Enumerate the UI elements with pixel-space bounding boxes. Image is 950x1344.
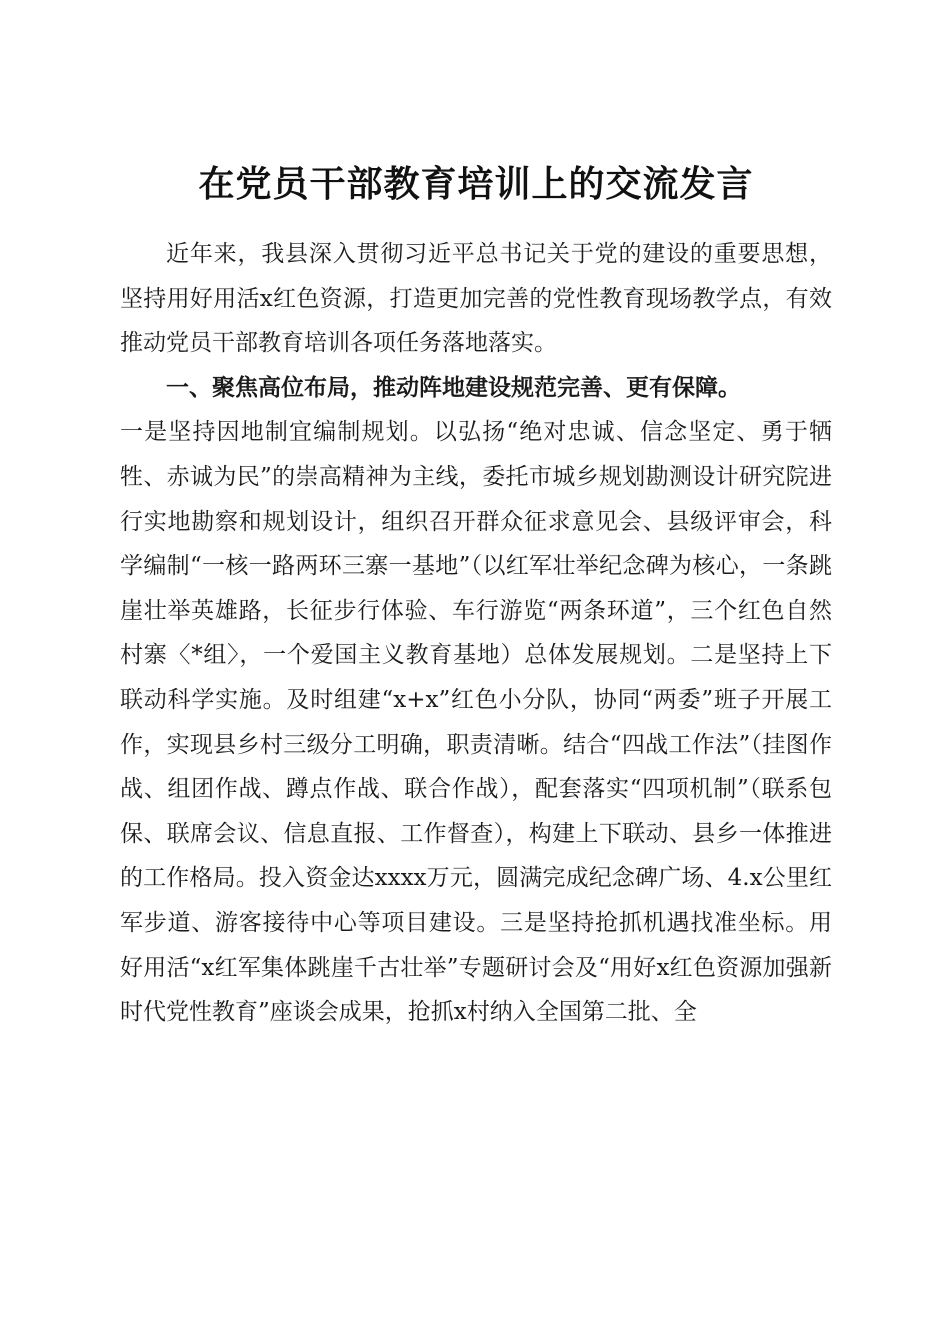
document-body xyxy=(120,232,832,1035)
section-1-body: 一是坚持因地制宜编制规划。以弘扬“绝对忠诚、信念坚定、勇于牺牲、赤诚为民”的崇高精神为主线，委托市城乡规划勘测设计研究院进行实地勘察和规划设计，组织召开群众征求意见会、县级评审会，科学编制“一核一路两环三寨一基地”（以红军壮举纪念碑为核心，一条跳崖壮举英雄路，长征步行体验、车行游览“两条环道”，三个红色自然村寨〈*组〉，一个爱国主义教育基地）总体发展规划。二是坚持上下联动科学实施。及时组建“x+x”红色小分队，协同“两委”班子开展工作，实现县乡村三级分工明确，职责清晰。结合“四战工作法”（挂图作战、组团作战、蹲点作战、联合作战），配套落实“四项机制”（联系包保、联席会议、信息直报、工作督查），构建上下联动、县乡一体推进的工作格局。投入资金达xxxx万元，圆满完成纪念碑广场、4.x公里红军步道、游客接待中心等项目建设。三是坚持抢抓机遇找准坐标。用好用活“x红军集体跳崖千古壮举”专题研讨会及“用好x红色资源加强新时代党性教育”座谈会成果，抢抓x村纳入全国第二批、全 xyxy=(120,419,832,1026)
section-1-heading: 一、聚焦高位布局，推动阵地建设规范完善、更有保障。 xyxy=(166,373,741,401)
document-title: 在党员干部教育培训上的交流发言 xyxy=(198,163,754,206)
intro-paragraph: 近年来，我县深入贯彻习近平总书记关于党的建设的重要思想，坚持用好用活x红色资源，打造更加完善的党性教育现场教学点，有效推动党员干部教育培训各项任务落地落实。 xyxy=(120,241,832,357)
